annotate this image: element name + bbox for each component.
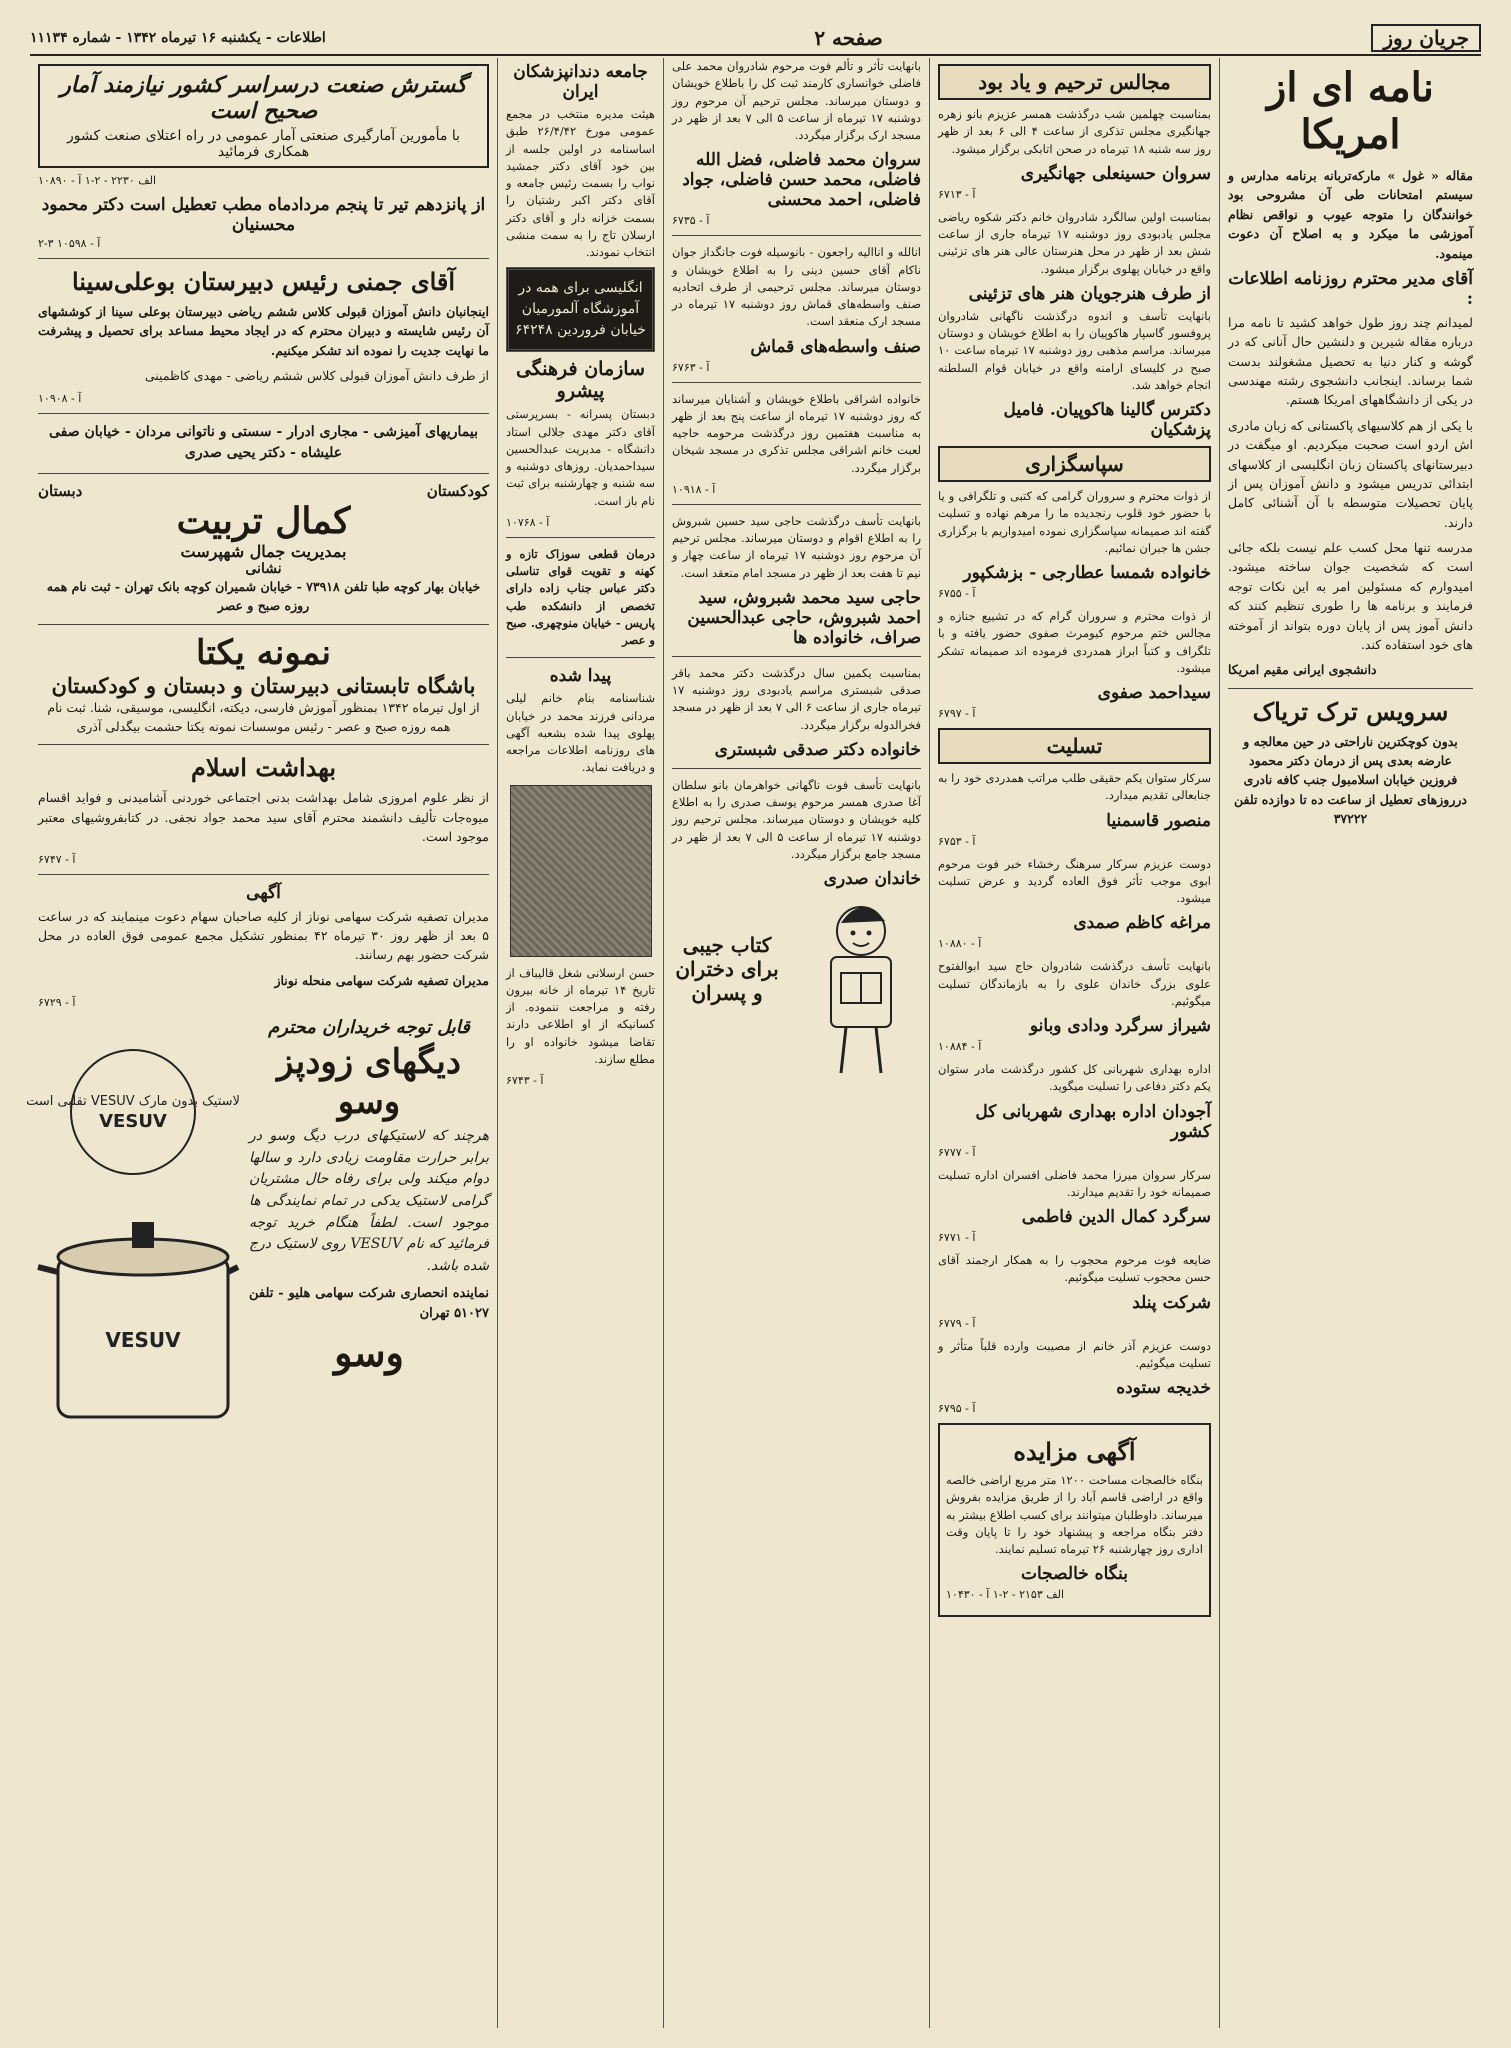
notice-text: از ذوات محترم و سروران گرام که در تشییع جنازه و مجالس ختم مرحوم کیومرث صفوی حضور یافته و با تلگراف و کتباً ابراز همدردی فرموده اند صمیمانه تشکر میشود.	[938, 609, 1211, 675]
obituary-notice	[672, 777, 921, 889]
divider	[1228, 688, 1473, 689]
principal-text: اینجانبان دانش آموزان قبولی کلاس ششم ریاضی دبیرستان بوعلی سینا از کوششهای آن رئیس شایسته و دبیران محترم که در ایجاد محیط مساعد برای تحصیل و پیشرفت ما نهایت جدیت را نموده اند تشکر میکنیم.	[38, 304, 489, 358]
auction-title: آگهی مزایده	[1013, 1437, 1136, 1466]
missing-person-photo	[510, 785, 652, 957]
photo-caption: حسن ارسلانی شغل قالیباف از تاریخ ۱۴ تیرماه از خانه بیرون رفته و مراجعت ننموده. از کسانیکه از او اطلاعی دارند تقاضا میشود خانواده او را مطلع سازند.	[506, 965, 655, 1066]
obituary-notice	[672, 58, 921, 227]
divider	[672, 768, 921, 769]
notice-ref: آ - ۱۰۸۸۰	[938, 937, 982, 951]
divider	[672, 235, 921, 236]
kindergarten-address: خیابان بهار کوچه طبا تلفن ۷۳۹۱۸ - خیابان شمیران کوچه بانک تهران - ثبت نام همه روزه صبح و عصر	[46, 578, 481, 614]
auction-text: بنگاه خالصجات مساحت ۱۲۰۰ متر مربع اراضی خالصه واقع در اراضی قاسم آباد را از طریق مزایده بفروش میرساند. داوطلبان میتوانند برای کسب اطلاع بیشتر به دفتر بنگاه مراجعه و پیشنهاد خود را تا پایان وقت اداری روز چهارشنبه ۲۶ تیرماه تسلیم نمایند.	[946, 1473, 1203, 1556]
column-label: جریان روز	[1371, 24, 1481, 52]
notice-sign: سروان حسینعلی جهانگیری	[1020, 163, 1211, 184]
dental-society-title: جامعه دندانپزشکان ایران	[513, 62, 648, 102]
notice-ref: آ - ۶۷۷۱	[938, 1231, 976, 1244]
notice-sign: شیراز سرگرد ودادی وبانو	[1029, 1016, 1211, 1036]
notice-sign: از طرف هنرجویان هنر های تزئینی	[968, 283, 1211, 304]
auction-ref: الف ۲۱۵۳ - ۲-۱ آ - ۱۰۴۳۰	[946, 1588, 1065, 1602]
notice-text: بانهایت تأسف فوت ناگهانی خواهرمان بانو سلطان آغا صدری همسر مرحوم یوسف صدری را به اطلاع کلیه خویشان و دوستان میرساند. مجلس ترحیم روز دوشنبه ۱۷ تیرماه از ساعت ۵ الی ۷ بعد از ظهر در مسجد جامع برگزار میگردد.	[672, 777, 922, 861]
notice-sign: سروان محمد فاضلی، فضل الله فاضلی، محمد حسن فاضلی، جواد فاضلی، احمد محسنی	[682, 150, 921, 211]
notice-ref: آ - ۱۰۹۱۸	[672, 482, 716, 496]
principal-ref: آ - ۱۰۹۰۸	[38, 391, 82, 405]
pressure-cooker-wordmark: وسو	[334, 1330, 404, 1376]
dental-society-text: هیئت مدیره منتخب در مجمع عمومی مورخ ۲۶/۴/۴۲ طبق اساسنامه در اولین جلسه از بین خود آقای دکتر جمشید نواب را بسمت رئیس جامعه و آقای دکتر اکبر رشتیان را بسمت خزانه دار و آقای دکتر ارسلان تاج را به سمت منشی انتخاب نمودند.	[506, 107, 655, 259]
org-ref: آ - ۱۰۷۶۸	[506, 515, 550, 529]
pressure-cooker-text: هرچند که لاستیکهای درب دیگ وسو در برابر حرارت مقاومت زیادی دارد و سالها دوام میکند ولی برای رفاه حال مشتریان گرامی لاستیک یدکی در تمام نمایندگی ها موجود است. لطفاً هنگام خرید توجه فرمائید که نام VESUV روی لاستیک درج شده باشد.	[249, 1128, 489, 1275]
found-text: شناسنامه بنام خانم لیلی مردانی فرزند محمد در خیابان پهلوی پیدا شده بشعبه آگهی های روزنامه اطلاعات مراجعه و دریافت نماید.	[506, 691, 655, 775]
divider	[38, 473, 489, 474]
notice-sign: آجودان اداره بهداری شهربانی کل کشور	[975, 1101, 1211, 1142]
divider	[38, 258, 489, 259]
principal-title: آقای جمنی رئیس دبیرستان بوعلی‌سینا	[71, 267, 456, 296]
obituary-notice	[672, 513, 921, 648]
article-body-2: با یکی از هم کلاسیهای پاکستانی که زبان مادری اش اردو است صحبت میکردیم. او میگفت در دبیرستانهای پاکستان زبان انگلیسی از کلاسهای ابتدائی تدریس میشود و دانش آموزان پس از پایان تحصیلات متوسطه با آن آشنائی کامل دارند.	[1228, 417, 1473, 530]
kindergarten-type: کودکستان	[426, 481, 489, 500]
thanks-notice	[938, 488, 1211, 600]
notice-text: سرکار ستوان یکم حقیقی طلب مراتب همدردی خود را به جنابعالی تقدیم میدارد.	[938, 771, 1211, 803]
model-school-sub: باشگاه تابستانی دبیرستان و دبستان و کودکستان	[51, 672, 476, 698]
principal-sign: از طرف دانش آموزان قبولی کلاس ششم ریاضی - مهدی کاظمینی	[144, 368, 489, 384]
pocket-book-text: کتاب جیبی برای دختران و پسران	[675, 933, 779, 1005]
article-body-3: مدرسه تنها محل کسب علم نیست بلکه جائی است که شخصیت جوان ساخته میشود. امیدوارم که مسئولین امر به این نکات توجه فرمایند و برنامه ها را طوری تنظیم کنند که دانش آموز پس از پایان دوره بتواند از آموخته های خود استفاده کند.	[1228, 540, 1473, 652]
article-body-1: لمیدانم چند روز طول خواهد کشید تا نامه مرا درباره مقاله شیرین و دلنشین حال آنانی که در گوشه و کنار دنیا به تحصیل مشغولند بدست شما برساند. اینجانب دانشجوی رشته مهندسی در یکی از دانشگاههای امریکا هستم.	[1228, 314, 1473, 408]
notice-title: آگهی	[246, 882, 281, 903]
notice-sign: شرکت پنلد	[1132, 1292, 1211, 1313]
model-school-text: از اول تیرماه ۱۳۴۲ بمنظور آموزش فارسی، دیکته، انگلیسی، موسیقی، شنا. ثبت نام همه روزه صبح و عصر - رئیس موسسات نمونه یکتا حشمت‌ بیگدلی آذری	[47, 699, 480, 734]
statistics-ad-sub: با مأمورین آمارگیری صنعتی آمار عمومی در راه اعتلای صنعت کشور همکاری فرمائید	[66, 128, 460, 160]
notice-text: بانهایت تأسف درگذشت حاجی سید حسین شبروش را به اطلاع اقوام و دوستان میرساند. مجلس ترحیم آن مرحوم روز دوشنبه ۱۷ تیرماه از ساعت چهار و نیم تا هفت بعد از ظهر در مسجد امام منعقد است.	[672, 513, 922, 580]
found-title: پیدا شده	[549, 666, 612, 687]
notice-sign: خدیجه ستوده	[1116, 1378, 1211, 1398]
kindergarten-label	[38, 482, 489, 500]
notice-text: دوست عزیزم آذر خانم از مصیبت وارده قلباً متأثر و تسلیت میگوئیم.	[938, 1338, 1211, 1370]
kindergarten-ad	[38, 482, 489, 616]
statistics-ad	[38, 64, 489, 168]
divider	[38, 413, 489, 414]
pressure-cooker-ad	[26, 1017, 489, 1487]
article-title: نامه ای از امریکا	[1267, 64, 1434, 158]
doctor-notice-ref: ۲-۳ آ - ۱۰۵۹۸	[38, 237, 101, 250]
notice-sign: خانواده دکتر صدقی شبستری	[714, 739, 921, 760]
condolence-notice	[938, 1338, 1211, 1416]
notice-ref: آ - ۶۷۵۳	[938, 834, 976, 848]
notice-ref: آ - ۱۰۸۸۴	[938, 1040, 982, 1053]
notice-text: مدیران تصفیه شرکت سهامی نوناز از کلیه صاحبان سهام دعوت مینمایند که در ساعت ۵ بعد از ظهر روز ۳۰ تیرماه ۴۲ بمنظور تشکیل مجمع عمومی فوق العاده در محل شرکت حضور بهم رسانند.	[38, 908, 489, 963]
divider	[38, 744, 489, 745]
service-title: سرویس ترک تریاک	[1252, 696, 1449, 726]
notice-ref: آ - ۶۷۲۹	[38, 996, 76, 1009]
notice-ref: آ - ۶۷۱۳	[938, 187, 976, 201]
section-thanks-heading: سپاسگزاری	[938, 446, 1211, 482]
article-signoff: دانشجوی ایرانی مقیم امریکا	[1228, 662, 1377, 678]
section-condolence-heading: تسلیت	[938, 728, 1211, 764]
columns	[26, 58, 1481, 2028]
condolence-notice	[938, 958, 1211, 1053]
notice-ref: آ - ۶۷۷۹	[938, 1316, 976, 1330]
pressure-cooker-illustration	[26, 1017, 240, 1487]
health-book-title: بهداشت اسلام	[191, 753, 336, 783]
pressure-cooker-copy	[249, 1017, 489, 1381]
divider	[506, 537, 655, 538]
model-school-title: نمونه یکتا	[195, 632, 332, 673]
health-book-text: از نظر علوم امروزی شامل بهداشت بدنی اجتماعی خوردنی آشامیدنی و فواید اقسام میوه‌جات تألیف دانشمند محترم آقای سید محمد جواد نجفی. در کتابفروشیهای معتبر موجود است.	[38, 790, 489, 845]
divider	[506, 657, 655, 658]
doctor-notice: از پانزدهم تیر تا پنجم مردادماه مطب تعطیل است دکتر محمود محسنیان	[41, 195, 486, 235]
kindergarten-type-2: دبستان	[38, 481, 83, 500]
obituary-notice	[672, 391, 921, 496]
notice-text: دوست عزیزم سرکار سرهنگ رخشاء خبر فوت مرحوم ابوی موجب تأثر فوق العاده گردید و عرض تسلیت میشود.	[938, 856, 1211, 905]
notice-ref: آ - ۶۷۷۷	[938, 1145, 976, 1159]
divider	[672, 656, 921, 657]
article-salutation: آقای مدیر محترم روزنامه اطلاعات :	[1228, 268, 1473, 309]
page-header	[30, 22, 1481, 56]
cooker-brand-label: VESUV	[105, 1328, 181, 1352]
notice-sign: خانواده شمسا عطارجی - بزشکپور	[963, 563, 1211, 583]
memorial-notice	[938, 106, 1211, 201]
notice-ref: آ - ۶۷۵۵	[938, 587, 976, 600]
model-school-ad	[38, 633, 489, 737]
rubber-ring-brand: VESUV	[99, 1111, 167, 1132]
condolence-notice	[938, 1061, 1211, 1159]
notice-text: بمناسبت چهلمین شب درگذشت همسر عزیزم بانو زهره جهانگیری مجلس تذکری از ساعت ۴ الی ۶ بعد از ظهر روز سه شنبه ۱۸ تیرماه در صحن اتابکی برگزار میشود.	[938, 107, 1211, 156]
notice-text: از ذوات محترم و سروران گرامی که کتبی و تلگرافی و یا با حضور خود قلوب رنجدیده ما را مرهم نهاده و تسلیت گفته اند صمیمانه سپاسگزاری نموده امیدواریم با برگزاری جشن ها جبران نمائیم.	[938, 489, 1211, 555]
org-title: سازمان فرهنگی پیشرو	[515, 358, 646, 403]
statistics-ad-title: گسترش صنعت درسراسر کشور نیازمند آمار صحیح است	[60, 72, 467, 124]
divider	[38, 624, 489, 625]
notice-ref: آ - ۶۷۳۵	[672, 214, 710, 228]
column-ads	[26, 58, 497, 2028]
notice-sign: حاجی سید محمد شبروش، سید احمد شبروش، حاجی عبدالحسین صراف، خانواده ها	[687, 587, 921, 648]
child-reading-illustration	[801, 893, 921, 1083]
health-book-ref: آ - ۶۷۴۷	[38, 852, 76, 866]
condolence-notice	[938, 856, 1211, 951]
notice-text: بمناسبت اولین سالگرد شادروان خانم دکتر شکوه ریاضی مجلس یادبودی روز دوشنبه ۱۷ تیرماه جاری از ساعت شش بعد از ظهر در محل هنرستان عالی هنر های تزئینی واقع در خیابان پهلوی برگزار میشود.	[938, 209, 1211, 276]
paper-info: اطلاعات - یکشنبه ۱۶ تیرماه ۱۳۴۲ - شماره ۱۱۱۳۴	[30, 30, 326, 46]
divider	[672, 382, 921, 383]
photo-ref: آ - ۶۷۴۳	[506, 1074, 544, 1087]
notice-ref: آ - ۶۷۶۳	[672, 360, 710, 374]
obituary-notice	[672, 665, 921, 760]
pocket-book-ad	[672, 893, 921, 1093]
memorial-notice	[938, 209, 1211, 304]
auction-ad	[938, 1423, 1211, 1617]
page-number: صفحه ۲	[814, 26, 883, 50]
article-intro: مقاله « غول » مارکه‌تربانه برنامه مدارس و سیستم امتحانات طی آن مشروحی بود خوانندگان را متوجه عیوب و نواقص نظام آموزشی ما میکرد و به اصلاح آن دعوت مینمود.	[1228, 168, 1473, 261]
condolence-notice	[938, 770, 1211, 848]
notice-sign: صنف واسطه‌های قماش	[750, 336, 921, 357]
thanks-notice	[938, 608, 1211, 720]
notice-text: بانهایت تأثر و تألم فوت مرحوم شادروان محمد علی فاضلی خوانساری کارمند ثبت کل را باطلاع خویشان و دوستان میرساند. مجلس ترحیم آن مرحوم روز دوشنبه ۱۷ تیرماه از ساعت ۵ الی ۷ بعد از ظهر در مسجد ارک برگزار میگردد.	[672, 59, 922, 142]
column-notices	[663, 58, 929, 2028]
notice-text: اداره بهداری شهربانی کل کشور درگذشت مادر ستوان یکم دکتر دفاعی را تسلیت میگوید.	[938, 1062, 1211, 1094]
notice-text: ضایعه فوت مرحوم محجوب را به همکار ارجمند آقای حسن محجوب تسلیت میگوئیم.	[938, 1253, 1211, 1285]
section-memorials-heading: مجالس ترحیم و یاد بود	[938, 64, 1211, 100]
notice-text: بانهایت تأسف و اندوه درگذشت ناگهانی شادروان پروفسور گاسپار هاکوپیان را به اطلاع خویشان و دوستان میرساند. مراسم مذهبی روز دوشنبه ۱۷ تیرماه ساعت ۱۰ صبح در کلیسای ارامنه واقع در خیابان قوام السلطنه انجام خواهد شد.	[938, 308, 1212, 392]
column-small-ads	[497, 58, 663, 2028]
divider	[672, 504, 921, 505]
obituary-notice	[672, 244, 921, 373]
column-obituaries	[929, 58, 1219, 2028]
statistics-ad-ref: الف ۲۲۳۰ - ۲-۱ آ - ۱۰۸۹۰	[38, 174, 157, 187]
divider	[38, 874, 489, 875]
service-text: بدون کوچکترین ناراحتی در حین معالجه و عارضه بعدی پس از درمان دکتر محمود فروزین خیابان اسلامبول جنب کافه نادری درروزهای تعطیل از ساعت ده تا دوازده تلفن ۳۷۲۲۲	[1234, 733, 1467, 827]
medical-ad: درمان قطعی سوزاک تازه و کهنه و تقویت قوای تناسلی دکتر عباس جناب زاده دارای تخصص از دانشکده طب پاریس - خیابان منوچهری. صبح و عصر	[506, 546, 655, 647]
notice-sign: مدیران تصفیه شرکت سهامی منحله نوناز	[274, 972, 489, 988]
kindergarten-management: بمدیریت جمال شهپرست	[180, 541, 347, 561]
notice-sign: دکترس گالینا هاکوپیان. فامیل پزشکیان	[1003, 400, 1211, 440]
notice-text: بانهایت تأسف درگذشت شادروان حاج سید ابوالفتوح علوی بزرگ خاندان علوی را به بازماندگان تسلیت میگوئیم.	[938, 959, 1211, 1008]
notice-sign: سرگرد کمال الدین فاطمی	[1021, 1207, 1211, 1227]
notice-text: بمناسبت یکمین سال درگذشت دکتر محمد باقر صدقی شبستری مراسم یادبودی روز دوشنبه ۱۷ تیرماه جاری از ساعت ۶ الی ۷ بعد از ظهر در مسجد فخرالدوله برگزار میگردد.	[672, 665, 921, 732]
condolence-notice	[938, 1252, 1211, 1330]
notice-sign: مراغه کاظم صمدی	[1073, 913, 1211, 934]
notice-text: انالله و اناالیه راجعون - بانوسیله فوت جانگداز جوان ناکام آقای حسین دینی را به اطلاع خویشان و دوستان میرساند. مجلس ترحیمی از طرف اتحادیه صنف واسطه‌های قماش روز دوشنبه ۱۷ تیرماه در مسجد ارک منعقد است.	[672, 245, 921, 329]
notice-sign: سیداحمد صفوی	[1097, 683, 1211, 703]
notice-sign: منصور قاسمنیا	[1106, 810, 1211, 831]
kindergarten-title: کمال تربیت	[176, 499, 351, 542]
org-text: دبستان پسرانه - بسرپرستی آقای دکتر مهدی جلالی استاد دانشگاه - مدیریت عبدالحسین سیداحمدیان. روزهای دوشنبه و سه شنبه و چهارشنبه برای ثبت نام باز است.	[506, 407, 655, 508]
rubber-ring-warning: لاستیک بدون مارک VESUV تقلبی است	[26, 1094, 240, 1109]
notice-text: سرکار سروان میرزا محمد فاضلی افسران اداره تسلیت صمیمانه خود را تقدیم میدارند.	[938, 1167, 1211, 1199]
pressure-cooker-heading: قابل توجه خریداران محترم	[268, 1017, 470, 1038]
english-school-ad: انگلیسی برای همه در آموزشگاه آلمورمیان خیابان فروردین ۶۴۲۴۸	[506, 267, 655, 352]
notice-ref: آ - ۶۷۹۷	[938, 707, 976, 720]
pressure-cooker-title: دیگهای زودپز وسو	[276, 1042, 462, 1122]
notice-text: خانواده اشراقی باطلاع خویشان و آشنایان میرساند که روز دوشنبه ۱۷ تیرماه از ساعت پنج بعد از ظهر به مناسبت هفتمین روز درگذشت مرحومه حاجیه لعبت خانم اشراقی مجلس تذکری در مسجد شیخان برگزار میگردد.	[672, 391, 921, 475]
memorial-notice	[938, 308, 1211, 440]
clinic-ad: بیماریهای آمیزشی - مجاری ادرار - سستی و ناتوانی مردان - خیابان صفی علیشاه - دکتر یحیی صدری	[48, 423, 478, 462]
kindergarten-side-label: نشانی	[245, 560, 282, 577]
column-letter	[1219, 58, 1481, 2028]
notice-ref: آ - ۶۷۹۵	[938, 1402, 976, 1415]
auction-sign: بنگاه خالصجات	[1020, 1564, 1129, 1585]
notice-sign: خاندان صدری	[823, 869, 921, 889]
condolence-notice	[938, 1167, 1211, 1245]
pressure-cooker-agent: نماینده انحصاری شرکت سهامی هلیو - تلفن ۵۱۰۲۷ تهران	[249, 1285, 489, 1321]
